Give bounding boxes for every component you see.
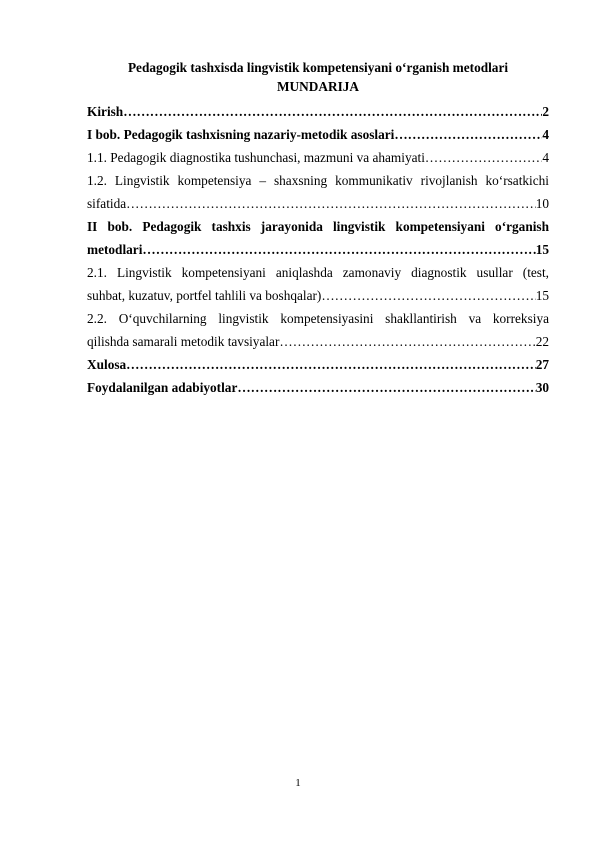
table-of-contents: [87, 100, 549, 399]
toc-entry-title-line2: suhbat, kuzatuv, portfel tahlili va boshqalar): [87, 288, 322, 303]
toc-entry-chapter-1[interactable]: [87, 123, 549, 146]
toc-entry-title: Xulosa: [87, 357, 127, 372]
toc-entry-xulosa[interactable]: [87, 353, 549, 376]
toc-page-number: 30: [535, 380, 549, 395]
toc-leader-dots: [142, 238, 535, 261]
toc-entry-section-2-1[interactable]: [87, 261, 549, 307]
toc-page-number: 2: [542, 104, 549, 119]
toc-leader-dots: [126, 353, 536, 376]
toc-page-number: 4: [542, 150, 549, 165]
toc-leader-dots: [237, 376, 535, 399]
toc-entry-title: 1.1. Pedagogik diagnostika tushunchasi, mazmuni va ahamiyati: [87, 150, 425, 165]
toc-entry-title: I bob. Pedagogik tashxisning nazariy-metodik asoslari: [87, 127, 395, 142]
toc-page-number: 22: [535, 334, 549, 349]
document-title: Pedagogik tashxisda lingvistik kompetensiyani o‘rganish metodlari: [127, 60, 509, 75]
toc-leader-dots: [126, 192, 536, 215]
toc-page-number: 15: [535, 288, 549, 303]
toc-entry-title-line1: 2.1. Lingvistik kompetensiyani aniqlashda zamonaviy diagnostik usullar (test,: [87, 265, 549, 280]
toc-entry-title: Kirish: [87, 104, 124, 119]
page-number: 1: [295, 777, 301, 789]
toc-leader-dots: [425, 146, 542, 169]
toc-entry-section-2-2[interactable]: [87, 307, 549, 353]
toc-page-number: 10: [535, 196, 549, 211]
toc-entry-bibliography[interactable]: [87, 376, 549, 399]
toc-entry-section-1-2[interactable]: [87, 169, 549, 215]
toc-leader-dots: [279, 330, 535, 353]
toc-entry-chapter-2[interactable]: [87, 215, 549, 261]
toc-entry-title-line1: II bob. Pedagogik tashxis jarayonida lingvistik kompetensiyani o‘rganish: [87, 219, 549, 234]
toc-leader-dots: [123, 100, 542, 123]
toc-leader-dots: [394, 123, 542, 146]
toc-entry-title-line1: 1.2. Lingvistik kompetensiya – shaxsning kommunikativ rivojlanish ko‘rsatkichi: [87, 173, 549, 188]
toc-entry-title-line2: qilishda samarali metodik tavsiyalar: [87, 334, 280, 349]
toc-entry-section-1-1[interactable]: [87, 146, 549, 169]
document-body: [87, 58, 549, 399]
toc-entry-title-line2: sifatida: [87, 196, 127, 211]
toc-page-number: 27: [535, 357, 549, 372]
toc-page-number: 15: [535, 242, 549, 257]
toc-entry-title: Foydalanilgan adabiyotlar: [87, 380, 238, 395]
toc-entry-kirish[interactable]: [87, 100, 549, 123]
toc-entry-title-line1: 2.2. O‘quvchilarning lingvistik kompetensiyasini shakllantirish va korreksiya: [87, 311, 549, 326]
toc-leader-dots: [321, 284, 535, 307]
toc-entry-title-line2: metodlari: [87, 242, 143, 257]
toc-heading: MUNDARIJA: [277, 79, 359, 94]
toc-page-number: 4: [542, 127, 549, 142]
